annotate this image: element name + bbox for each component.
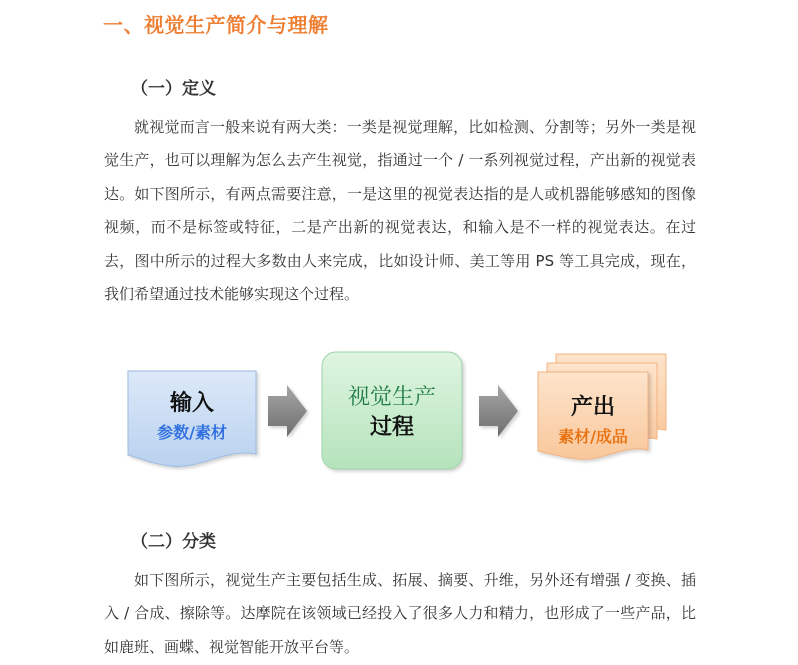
arrow-right-icon <box>268 385 307 437</box>
classification-heading: （二）分类 <box>131 532 216 552</box>
definition-paragraph: 就视觉而言一般来说有两大类：一类是视觉理解，比如检测、分割等；另外一类是视觉生产，也可以理解为怎么去产生视觉，指通过一个 / 一系列视觉过程，产出新的视觉表达。如下图所示，有两点需要注意，一是这里的视觉表达指的是人或机器能够感知的图像视频，而不是标签或特征，二是产出新的视觉表达，和输入是不一样的视觉表达。在过去，图中所示的过程大多数由人来完成，比如设计师、美工等用 PS 等工具完成，现在，我们希望通过技术能够实现这个过程。 <box>104 118 696 304</box>
output-title: 产出 <box>570 395 615 420</box>
section-title: 一、视觉生产简介与理解 <box>103 13 329 37</box>
process-label-line1: 视觉生产 <box>347 385 436 410</box>
process-label-line2: 过程 <box>369 415 414 440</box>
definition-heading: （一）定义 <box>131 79 216 99</box>
arrow-right-icon-2 <box>479 385 518 437</box>
classification-paragraph: 如下图所示，视觉生产主要包括生成、拓展、摘要、升维，另外还有增强 / 变换、插入 / 合成、擦除等。达摩院在该领域已经投入了很多人力和精力，也形成了一些产品，比如鹿班、画蝶、视觉智能开放平台等。 <box>104 571 696 656</box>
input-subtitle: 参数/素材 <box>157 423 227 442</box>
output-subtitle: 素材/成品 <box>558 427 628 446</box>
input-title: 输入 <box>169 391 214 416</box>
